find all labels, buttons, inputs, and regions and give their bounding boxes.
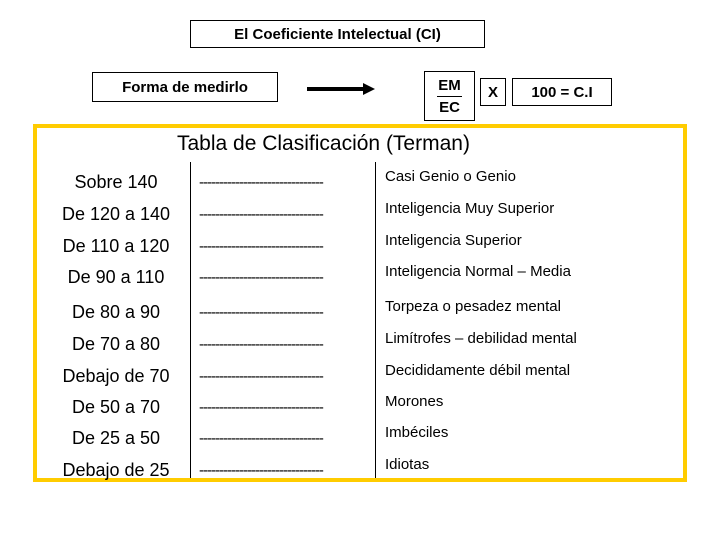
table-row [37,261,683,292]
row-range: De 70 a 80 [71,334,161,354]
measure-label: Forma de medirlo [122,78,248,96]
table-row [37,198,683,229]
row-classification: Torpeza o pesadez mental [385,298,561,315]
row-classification: Imbéciles [385,424,449,441]
row-classification: Inteligencia Superior [385,232,522,249]
row-range: Sobre 140 [74,172,158,192]
table-row [37,422,683,453]
row-range: De 50 a 70 [71,397,161,417]
row-dashes: ------------------------------- [199,238,323,255]
page-title: El Coeficiente Intelectual (CI) [234,25,441,43]
row-dashes: ------------------------------- [199,399,323,416]
row-dashes: ------------------------------- [199,269,323,286]
row-classification: Limítrofes – debilidad mental [385,330,577,347]
row-classification: Decididamente débil mental [385,362,571,379]
formula-result-box [512,78,612,106]
formula-result: 100 = C.I [531,83,593,101]
table-row [37,230,683,261]
table-row [37,454,683,485]
row-dashes: ------------------------------- [199,304,323,321]
arrow-right-icon [305,80,377,98]
table-row [37,360,683,391]
row-classification: Casi Genio o Genio [385,168,516,185]
row-dashes: ------------------------------- [199,430,323,447]
row-range: De 90 a 110 [67,267,165,287]
row-range: De 80 a 90 [71,302,161,322]
row-range: De 120 a 140 [61,204,171,224]
row-range: Debajo de 70 [62,366,170,386]
multiply-sign: X [487,83,498,101]
row-range: De 110 a 120 [62,236,170,256]
table-title: Tabla de Clasificación (Terman) [177,132,470,155]
row-classification: Inteligencia Normal – Media [385,263,571,280]
multiply-box [480,78,506,106]
table-row [37,391,683,422]
row-classification: Idiotas [385,456,430,473]
formula-denominator: EC [439,98,460,116]
table-row [37,166,683,197]
table-row [37,328,683,359]
row-dashes: ------------------------------- [199,206,323,223]
row-dashes: ------------------------------- [199,368,323,385]
row-range: Debajo de 25 [62,460,170,480]
page-title-box [190,20,485,48]
measure-label-box [92,72,278,102]
formula-numerator: EM [437,75,462,97]
classification-table [33,124,687,482]
row-dashes: ------------------------------- [199,174,323,191]
row-classification: Morones [385,393,444,410]
table-row [37,296,683,327]
formula-fraction [424,71,475,121]
row-classification: Inteligencia Muy Superior [385,200,555,217]
row-range: De 25 a 50 [71,428,161,448]
row-dashes: ------------------------------- [199,462,323,479]
row-dashes: ------------------------------- [199,336,323,353]
